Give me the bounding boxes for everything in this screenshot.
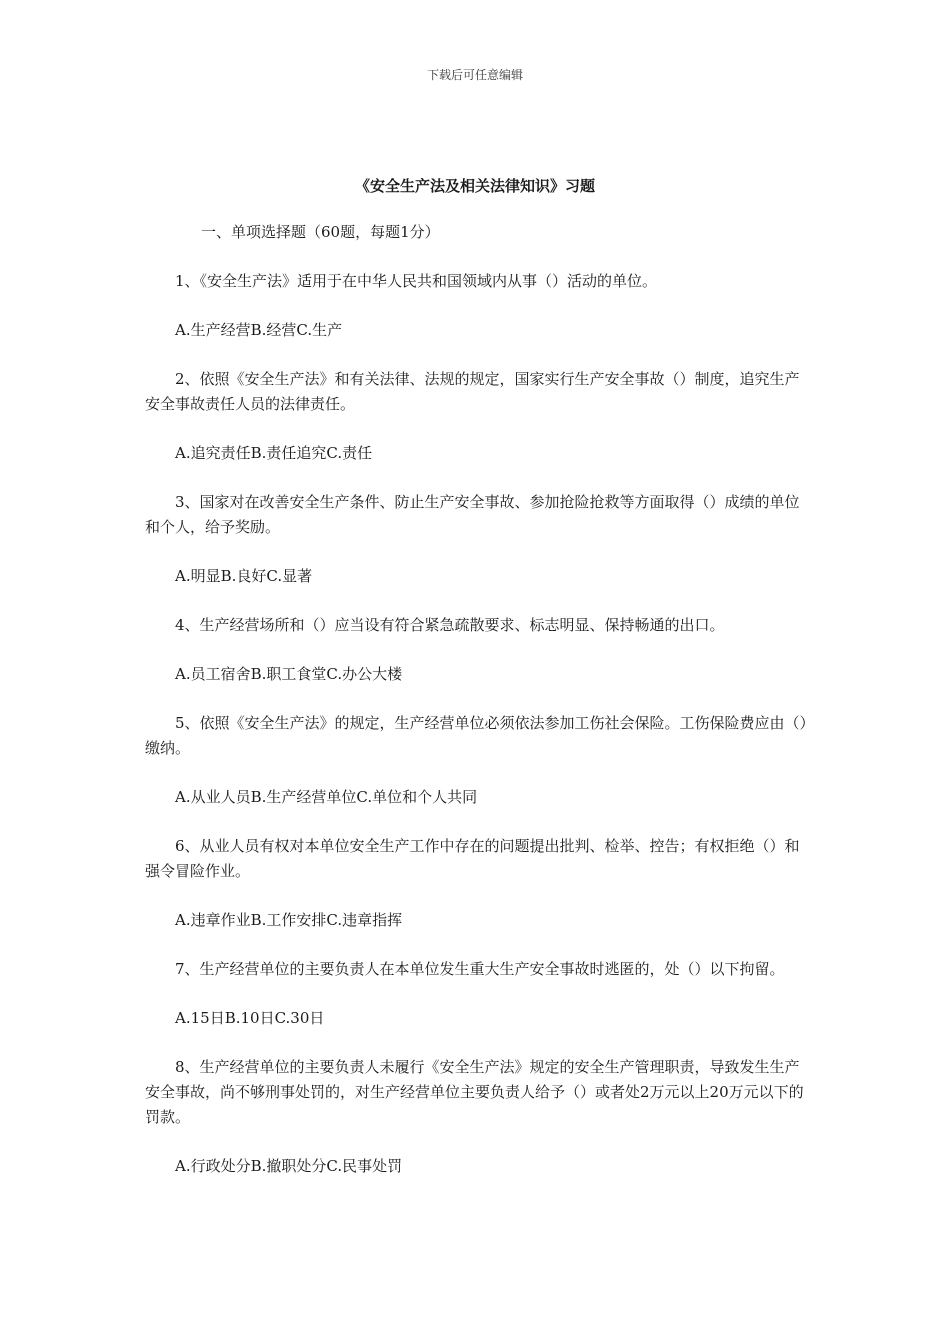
document-body [145, 220, 813, 1203]
question-4-options: A.员工宿舍B.职工食堂C.办公大楼 [175, 665, 403, 683]
question-3-options: A.明显B.良好C.显著 [175, 567, 313, 585]
question-5: 5、依照《安全生产法》的规定，生产经营单位必须依法参加工伤社会保险。工伤保险费应由（）缴纳。 [145, 714, 808, 757]
question-8: 8、生产经营单位的主要负责人未履行《安全生产法》规定的安全生产管理职责，导致发生生产安全事故，尚不够刑事处罚的，对生产经营单位主要负责人给予（）或者处2万元以上20万元以下的罚款。 [145, 1058, 804, 1126]
question-5-options: A.从业人员B.生产经营单位C.单位和个人共同 [175, 788, 478, 806]
question-7: 7、生产经营单位的主要负责人在本单位发生重大生产安全事故时逃匿的，处（）以下拘留。 [175, 960, 785, 978]
question-1: 1、《安全生产法》适用于在中华人民共和国领域内从事（）活动的单位。 [175, 272, 658, 290]
page-header-note: 下载后可任意编辑 [426, 68, 523, 82]
section-heading: 一、单项选择题（60题，每题1分） [201, 223, 440, 241]
question-2-options: A.追究责任B.责任追究C.责任 [175, 444, 373, 462]
question-1-options: A.生产经营B.经营C.生产 [175, 321, 343, 339]
question-4: 4、生产经营场所和（）应当设有符合紧急疏散要求、标志明显、保持畅通的出口。 [175, 616, 725, 634]
document-title: 《安全生产法及相关法律知识》习题 [354, 177, 595, 195]
question-6-options: A.违章作业B.工作安排C.违章指挥 [175, 911, 403, 929]
question-3: 3、国家对在改善安全生产条件、防止生产安全事故、参加抢险抢救等方面取得（）成绩的单位和个人，给予奖励。 [145, 493, 800, 536]
question-8-options: A.行政处分B.撤职处分C.民事处罚 [175, 1157, 403, 1175]
question-2: 2、依照《安全生产法》和有关法律、法规的规定，国家实行生产安全事故（）制度，追究生产安全事故责任人员的法律责任。 [145, 370, 800, 413]
question-6: 6、从业人员有权对本单位安全生产工作中存在的问题提出批判、检举、控告；有权拒绝（）和强令冒险作业。 [145, 837, 800, 880]
question-7-options: A.15日B.10日C.30日 [175, 1009, 325, 1027]
